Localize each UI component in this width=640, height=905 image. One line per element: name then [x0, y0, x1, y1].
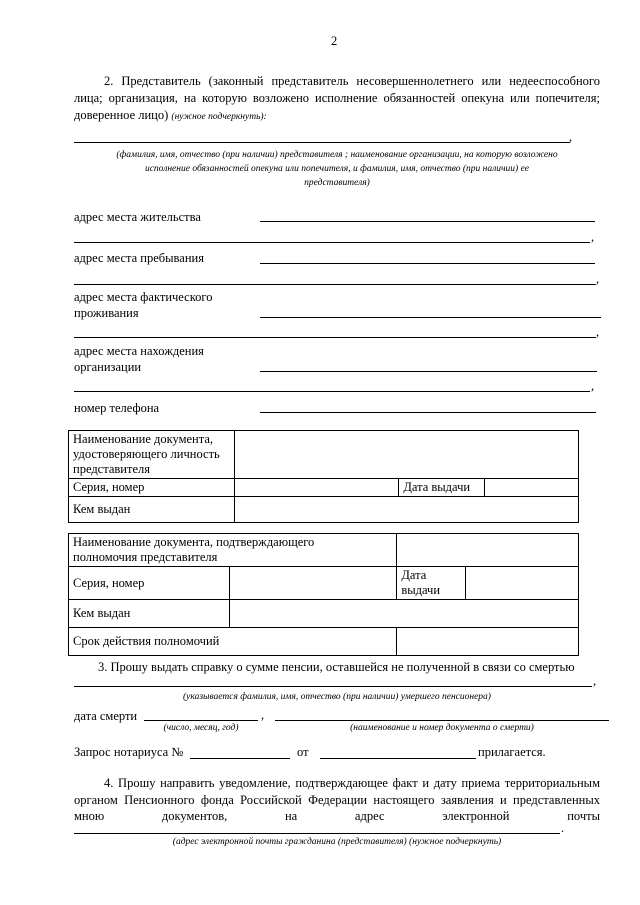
identity-doc-name-label: Наименование документа, удостоверяющего личность представителя	[69, 431, 235, 479]
representative-name-comma: ,	[569, 130, 573, 144]
org-address-label-1: адрес места нахождения	[74, 344, 204, 358]
identity-document-table	[68, 430, 579, 523]
death-date-hint: (число, месяц, год)	[163, 723, 239, 733]
representative-name-hint-2: исполнение обязанностей опекуна или попечителя, и фамилия, имя, отчество (при наличии) ее	[144, 164, 530, 174]
actual-address-label-1: адрес места фактического	[74, 290, 213, 304]
stay-address-label: адрес места пребывания	[74, 251, 204, 265]
identity-series-label: Серия, номер	[69, 479, 235, 497]
residence-comma: ,	[591, 230, 595, 244]
section2-line3	[74, 108, 267, 123]
representative-name-hint-3: представителя)	[304, 178, 370, 188]
authority-validity-field[interactable]	[397, 628, 579, 656]
org-comma: ,	[591, 379, 595, 393]
section3-line1: 3. Прошу выдать справку о сумме пенсии, оставшейся не полученной в связи со смертью	[98, 660, 575, 674]
authority-series-label: Серия, номер	[69, 567, 230, 600]
email-period: .	[561, 821, 565, 835]
notary-request-number-field[interactable]	[190, 758, 290, 759]
death-date-label: дата смерти	[74, 709, 138, 723]
death-date-field[interactable]	[144, 720, 258, 721]
authority-validity-label: Срок действия полномочий	[69, 628, 397, 656]
authority-issued-by-field[interactable]	[229, 600, 578, 628]
section4-line3: мною документов, на адрес электронной почты	[74, 809, 600, 823]
phone-field[interactable]	[260, 412, 596, 413]
death-date-comma: ,	[261, 708, 265, 722]
org-address-field-2[interactable]	[74, 391, 590, 392]
identity-series-field[interactable]	[234, 479, 399, 497]
email-field[interactable]	[74, 833, 560, 834]
representative-name-hint-1: (фамилия, имя, отчество (при наличии) представителя ; наименование организации, на которую возложено	[116, 150, 558, 160]
residence-address-label: адрес места жительства	[74, 210, 201, 224]
stay-address-field-2[interactable]	[74, 284, 596, 285]
authority-series-field[interactable]	[229, 567, 397, 600]
email-hint: (адрес электронной почты гражданина (представителя) (нужное подчеркнуть)	[172, 837, 502, 847]
residence-address-field-2[interactable]	[74, 242, 590, 243]
notary-from-label: от	[297, 745, 309, 759]
actual-address-field-2[interactable]	[74, 337, 596, 338]
deceased-name-comma: ,	[593, 674, 597, 688]
death-document-field[interactable]	[275, 720, 609, 721]
section2-line3-main: доверенное лицо)	[74, 108, 169, 122]
section2-line2: лица; организация, на которую возложено исполнение обязанностей опекуна или попечителя;	[74, 91, 600, 105]
authority-doc-name-field[interactable]	[397, 534, 579, 567]
identity-issue-date-field[interactable]	[485, 479, 579, 497]
notary-request-date-field[interactable]	[320, 758, 476, 759]
section2-line1: 2. Представитель (законный представитель несовершеннолетнего или недееспособного	[104, 74, 600, 88]
notary-attached-label: прилагается.	[478, 745, 546, 759]
authority-issue-date-field[interactable]	[466, 567, 579, 600]
identity-doc-name-field[interactable]	[234, 431, 578, 479]
death-document-hint: (наименование и номер документа о смерти)	[350, 723, 534, 733]
identity-issue-date-label: Дата выдачи	[399, 479, 485, 497]
page-number: 2	[331, 34, 338, 48]
stay-address-field[interactable]	[260, 263, 595, 264]
actual-address-field[interactable]	[260, 317, 601, 318]
org-address-field[interactable]	[260, 371, 597, 372]
identity-issued-by-label: Кем выдан	[69, 497, 235, 523]
authority-doc-name-label: Наименование документа, подтверждающего полномочия представителя	[69, 534, 397, 567]
stay-comma: ,	[596, 272, 600, 286]
actual-comma: ,	[596, 325, 600, 339]
org-address-label-2: организации	[74, 360, 142, 374]
section4-line2: органом Пенсионного фонда Российской Федерации настоящего заявления и представленных	[74, 793, 600, 807]
deceased-name-field[interactable]	[74, 686, 592, 687]
phone-label: номер телефона	[74, 401, 160, 415]
section4-line1: 4. Прошу направить уведомление, подтверждающее факт и дату приема территориальным	[104, 776, 600, 790]
deceased-name-hint: (указывается фамилия, имя, отчество (при наличии) умершего пенсионера)	[183, 692, 491, 702]
section2-line3-hint: (нужное подчеркнуть):	[171, 112, 267, 122]
authority-issued-by-label: Кем выдан	[69, 600, 230, 628]
authority-document-table	[68, 533, 579, 656]
representative-name-field[interactable]	[74, 142, 570, 143]
actual-address-label-2: проживания	[74, 306, 139, 320]
notary-request-label: Запрос нотариуса №	[74, 745, 184, 759]
identity-issued-by-field[interactable]	[234, 497, 578, 523]
residence-address-field[interactable]	[260, 221, 595, 222]
authority-issue-date-label: Дата выдачи	[397, 567, 466, 600]
